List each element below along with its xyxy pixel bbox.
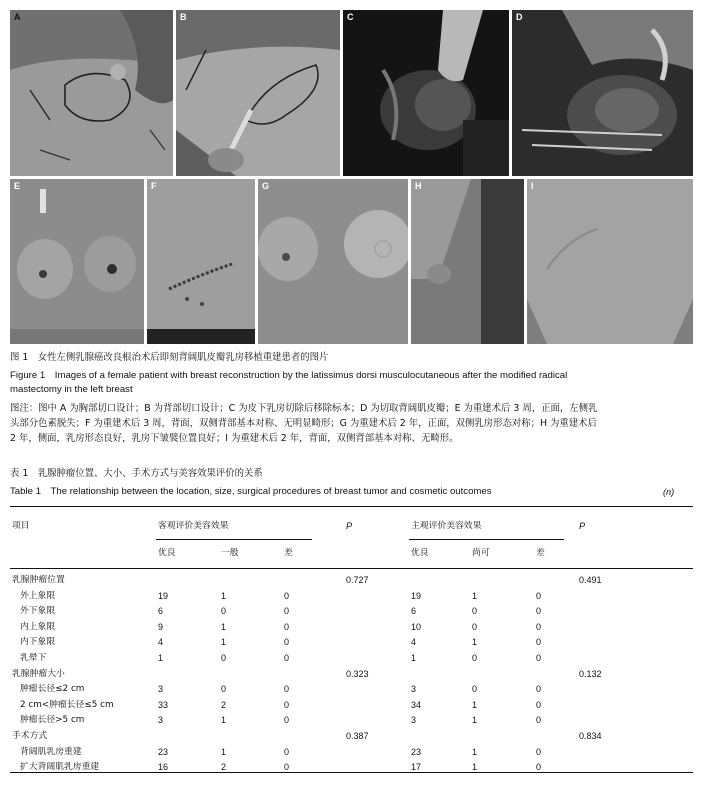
cell-subjective: 0 — [536, 590, 542, 601]
row-label: 肿瘤长径>5 cm — [20, 715, 85, 726]
cell-objective: 1 — [221, 590, 227, 601]
cell-subjective: 1 — [472, 715, 478, 726]
cell-objective: 16 — [158, 762, 169, 773]
objective-span-rule — [156, 539, 312, 540]
cell-subjective: 0 — [536, 653, 542, 663]
cell-subjective: 0 — [536, 699, 542, 710]
col-header-item: 项目 — [12, 521, 30, 531]
cell-objective: 2 — [221, 699, 227, 710]
cell-objective: 0 — [284, 684, 290, 695]
row-label: 2 cm<肿瘤长径≤5 cm — [20, 699, 114, 710]
cell-objective: 6 — [158, 606, 164, 617]
figure-caption-en-line-1: Figure 1 Images of a female patient with breast reconstruction by the latissimus dorsi musculocutaneous after the modified radical — [10, 370, 568, 381]
front-3-weeks-photo — [10, 179, 144, 344]
panel-label: E — [14, 181, 21, 191]
cell-p-subjective: 0.834 — [579, 731, 602, 741]
cell-subjective: 34 — [411, 699, 422, 710]
photo-panel-b — [176, 10, 340, 176]
cell-subjective: 3 — [411, 684, 417, 695]
table-unit: (n) — [663, 487, 675, 497]
back-2-years-photo — [527, 179, 693, 344]
photo-panel-c — [343, 10, 509, 176]
cell-p-subjective: 0.132 — [579, 668, 602, 679]
cell-objective: 0 — [284, 637, 290, 648]
cell-objective: 0 — [221, 606, 227, 617]
chest-incision-photo — [10, 10, 173, 176]
cell-objective: 0 — [221, 684, 227, 695]
sub-header-subjective-poor: 差 — [536, 548, 545, 558]
cell-objective: 33 — [158, 699, 169, 710]
subjective-span-rule — [409, 539, 564, 540]
cell-subjective: 0 — [536, 715, 542, 726]
cell-subjective: 0 — [536, 606, 542, 617]
cell-objective: 0 — [284, 590, 290, 601]
cell-subjective: 0 — [536, 621, 542, 632]
cell-objective: 2 — [221, 762, 227, 773]
row-label: 外下象限 — [20, 606, 56, 617]
col-header-p2: P — [579, 521, 586, 531]
row-label: 扩大背阔肌乳房重建 — [20, 762, 100, 773]
cell-subjective: 6 — [411, 606, 417, 617]
cell-objective: 0 — [284, 621, 290, 632]
cell-objective: 19 — [158, 590, 169, 601]
sub-header-subjective-good: 优良 — [411, 548, 429, 558]
photo-panel-e — [10, 179, 144, 344]
row-label: 外上象限 — [20, 590, 56, 601]
cell-objective: 23 — [158, 746, 169, 757]
cell-objective: 9 — [158, 621, 164, 632]
cell-objective: 0 — [284, 653, 290, 663]
photo-panel-g — [258, 179, 408, 344]
cell-subjective: 1 — [472, 590, 478, 601]
cell-objective: 1 — [158, 653, 164, 663]
cell-subjective: 0 — [536, 684, 542, 695]
cell-objective: 0 — [284, 746, 290, 757]
cell-subjective: 1 — [411, 653, 417, 663]
cell-objective: 0 — [284, 762, 290, 773]
panel-label: C — [347, 12, 354, 22]
cell-subjective: 1 — [472, 746, 478, 757]
back-3-weeks-photo — [147, 179, 255, 344]
cell-objective: 0 — [284, 699, 290, 710]
cell-objective: 0 — [284, 606, 290, 617]
cell-objective: 0 — [284, 715, 290, 726]
cell-subjective: 0 — [472, 621, 478, 632]
col-header-subjective: 主观评价美容效果 — [411, 521, 482, 531]
cell-subjective: 3 — [411, 715, 417, 726]
row-label: 手术方式 — [12, 731, 48, 741]
sub-header-objective-fair: 一般 — [221, 548, 239, 558]
row-label: 背阔肌乳房重建 — [20, 746, 82, 757]
photo-panel-d — [512, 10, 693, 176]
cell-p-objective: 0.387 — [346, 731, 369, 741]
cell-subjective: 0 — [536, 746, 542, 757]
panel-label: G — [262, 181, 270, 191]
cell-subjective: 0 — [472, 653, 478, 663]
figure-caption-en-line-2: mastectomy in the left breast — [10, 384, 133, 395]
figure-note-line-1: 图注：图中 A 为胸部切口设计；B 为背部切口设计；C 为皮下乳房切除后移除标本；D 为切取背阔肌皮瓣；E 为重建术后 3 周，正面，左侧乳 — [10, 403, 598, 414]
cell-objective: 4 — [158, 637, 164, 648]
row-label: 乳晕下 — [20, 653, 47, 663]
photo-panel-i — [527, 179, 693, 344]
sub-header-subjective-fair: 尚可 — [472, 548, 490, 558]
table-title-en: Table 1 The relationship between the location, size, surgical procedures of breast tumor and cosmetic outcomes — [10, 486, 492, 497]
figure-note-line-3: 2 年，侧面，乳房形态良好，乳房下皱襞位置良好；I 为重建术后 2 年，背面，双侧背部基本对称、无畸形。 — [10, 433, 459, 444]
col-header-p1: P — [346, 521, 353, 531]
cell-p-subjective: 0.491 — [579, 575, 602, 585]
panel-label: F — [151, 181, 157, 191]
row-label: 乳腺肿瘤大小 — [12, 668, 65, 679]
table-top-rule — [10, 506, 693, 507]
panel-label: I — [531, 181, 534, 191]
cell-subjective: 1 — [472, 637, 478, 648]
panel-label: H — [415, 181, 422, 191]
photo-panel-h — [411, 179, 524, 344]
photo-panel-a — [10, 10, 173, 176]
cell-objective: 1 — [221, 637, 227, 648]
cell-objective: 1 — [221, 621, 227, 632]
cell-subjective: 0 — [536, 762, 542, 773]
cell-objective: 3 — [158, 715, 164, 726]
cell-objective: 1 — [221, 715, 227, 726]
cell-objective: 0 — [221, 653, 227, 663]
cell-subjective: 1 — [472, 762, 478, 773]
specimen-photo — [343, 10, 509, 176]
sub-header-objective-poor: 差 — [284, 548, 293, 558]
cell-subjective: 17 — [411, 762, 422, 773]
cell-subjective: 0 — [472, 684, 478, 695]
photo-panel-f — [147, 179, 255, 344]
cell-subjective: 10 — [411, 621, 422, 632]
cell-objective: 3 — [158, 684, 164, 695]
back-incision-photo — [176, 10, 340, 176]
cell-subjective: 23 — [411, 746, 422, 757]
cell-subjective: 4 — [411, 637, 417, 648]
cell-subjective: 1 — [472, 699, 478, 710]
figure-note-line-2: 头部分色素脱失；F 为重建术后 3 周，背面，双侧背部基本对称、无明显畸形；G 为重建术后 2 年，正面，双侧乳房形态对称；H 为重建术后 — [10, 418, 597, 429]
flap-harvest-photo — [512, 10, 693, 176]
table-header-rule — [10, 568, 693, 569]
sub-header-objective-good: 优良 — [158, 548, 176, 558]
panel-label: A — [14, 12, 21, 22]
cell-subjective: 0 — [472, 606, 478, 617]
row-label: 肿瘤长径≤2 cm — [20, 684, 85, 695]
table-bottom-rule — [10, 772, 693, 773]
cell-subjective: 0 — [536, 637, 542, 648]
panel-label: D — [516, 12, 523, 22]
cell-subjective: 19 — [411, 590, 422, 601]
table-title-zh: 表 1 乳腺肿瘤位置、大小、手术方式与美容效果评价的关系 — [10, 468, 263, 479]
front-2-years-photo — [258, 179, 408, 344]
cell-objective: 1 — [221, 746, 227, 757]
cell-p-objective: 0.727 — [346, 575, 369, 585]
col-header-objective: 客观评价美容效果 — [158, 521, 229, 531]
figure-caption-zh: 图 1 女性左侧乳腺癌改良根治术后即刻背阔肌皮瓣乳房移植重建患者的图片 — [10, 352, 329, 363]
row-label: 乳腺肿瘤位置 — [12, 575, 65, 585]
panel-label: B — [180, 12, 187, 22]
row-label: 内上象限 — [20, 621, 56, 632]
row-label: 内下象限 — [20, 637, 56, 648]
side-2-years-photo — [411, 179, 524, 344]
cell-p-objective: 0.323 — [346, 668, 369, 679]
